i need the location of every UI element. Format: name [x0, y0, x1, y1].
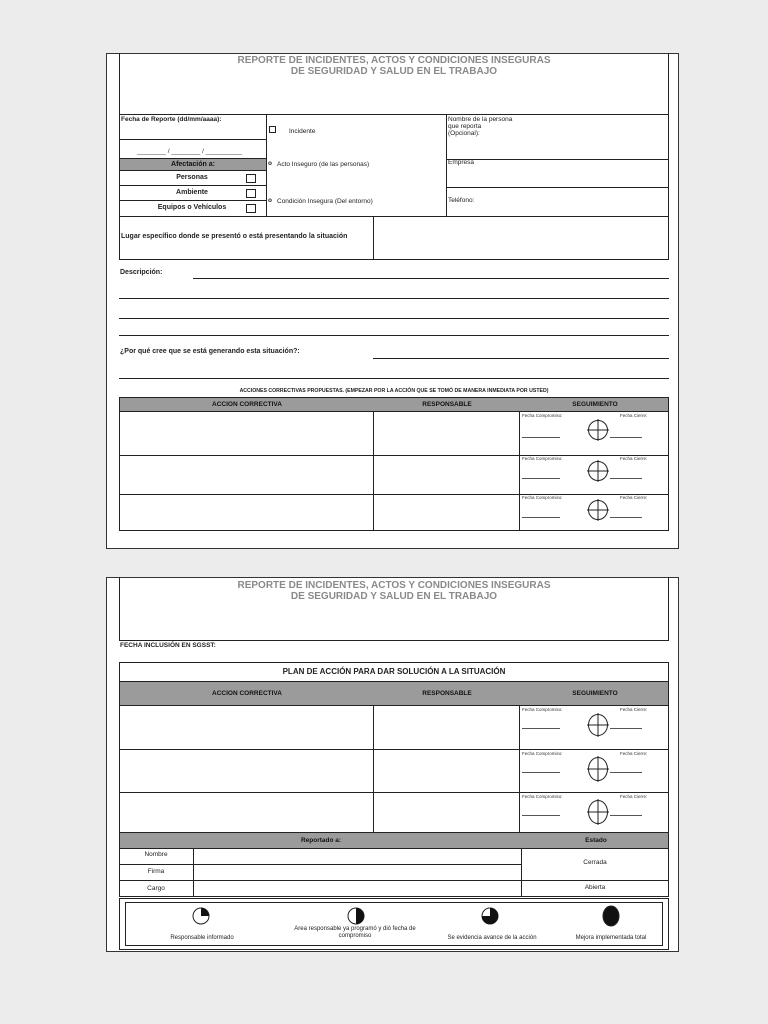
- afectacion-header: [119, 158, 267, 171]
- empresa-label: Empresa: [448, 159, 475, 166]
- estado-cerrada[interactable]: Cerrada: [583, 859, 607, 866]
- progress-circle-icon[interactable]: [587, 756, 609, 782]
- telefono-label: Teléfono:: [448, 197, 475, 204]
- legend-responsable-informado: Responsable informado: [170, 935, 234, 941]
- header-box: [119, 53, 669, 115]
- reportado-firma: Firma: [147, 868, 165, 875]
- form-page-2: [106, 577, 679, 952]
- estado-abierta[interactable]: Abierta: [584, 884, 606, 891]
- afectacion-equipos: Equipos o Vehículos: [157, 204, 227, 211]
- fecha-cierre-label: Fecha Cierre:: [620, 413, 648, 418]
- afectacion-label: Afectación a:: [171, 161, 215, 168]
- fecha-blank[interactable]: ________ / ________ / __________: [137, 148, 242, 155]
- por-que-label: ¿Por qué cree que se está generando esta situación?:: [120, 348, 300, 355]
- fecha-inclusion-label: FECHA INCLUSIÓN EN SGSST:: [120, 642, 216, 649]
- legend-area-programo: Area responsable ya programó y dió fecha de compromiso: [294, 926, 416, 939]
- checkbox-ambiente[interactable]: [246, 189, 256, 198]
- quarter-circle-icon: [192, 907, 210, 925]
- fecha-compromiso-label: Fecha Compromiso:: [522, 751, 563, 756]
- progress-circle-icon[interactable]: [587, 713, 609, 737]
- fecha-compromiso-label: Fecha Compromiso:: [522, 495, 563, 500]
- fecha-reporte-label: Fecha de Reporte (dd/mm/aaaa):: [121, 116, 222, 123]
- progress-circle-icon[interactable]: [587, 499, 609, 521]
- form-page-1: [106, 53, 679, 549]
- title-line-1: REPORTE DE INCIDENTES, ACTOS Y CONDICIONES INSEGURAS: [237, 55, 551, 66]
- nombre-label: Nombre de la persona que reporta (Opcional):: [448, 116, 513, 137]
- option-condicion-insegura: Condición Insegura (Del entorno): [277, 198, 373, 205]
- header-box: [119, 577, 669, 641]
- legend-mejora-total: Mejora implementada total: [575, 935, 647, 941]
- checkbox-incidente[interactable]: [269, 126, 276, 133]
- col-responsable: RESPONSABLE: [422, 690, 472, 697]
- fecha-cierre-label: Fecha Cierre:: [620, 751, 648, 756]
- acciones-caption: ACCIONES CORRECTIVAS PROPUESTAS. (EMPEZAR POR LA ACCIÓN QUE SE TOMÓ DE MANERA INMEDIATA POR USTED): [239, 388, 549, 394]
- afectacion-ambiente: Ambiente: [176, 189, 208, 196]
- fecha-compromiso-label: Fecha Compromiso:: [522, 413, 563, 418]
- seguimiento-cell: [520, 412, 668, 455]
- title-line-2: DE SEGURIDAD Y SALUD EN EL TRABAJO: [290, 66, 498, 77]
- three-quarter-circle-icon: [481, 907, 499, 925]
- descripcion-label: Descripción:: [120, 269, 163, 276]
- lugar-label: Lugar específico donde se presentó o está presentando la situación: [121, 233, 348, 240]
- progress-circle-icon[interactable]: [587, 419, 609, 441]
- plan-title: PLAN DE ACCIÓN PARA DAR SOLUCIÓN A LA SITUACIÓN: [282, 667, 506, 676]
- checkbox-equipos[interactable]: [246, 204, 256, 213]
- reportado-header: [119, 832, 669, 849]
- col-accion: ACCION CORRECTIVA: [212, 401, 282, 408]
- fecha-cierre-label: Fecha Cierre:: [620, 456, 648, 461]
- radio-acto-inseguro[interactable]: o: [268, 160, 272, 167]
- option-incidente: Incidente: [289, 128, 316, 135]
- fecha-cierre-label: Fecha Cierre:: [620, 495, 648, 500]
- estado-label: Estado: [585, 837, 607, 844]
- seguimiento-cell: [520, 495, 668, 531]
- title-line-1: REPORTE DE INCIDENTES, ACTOS Y CONDICIONES INSEGURAS: [237, 580, 551, 591]
- seguimiento-cell: [520, 793, 668, 833]
- option-acto-inseguro: Acto Inseguro (de las personas): [277, 161, 370, 168]
- fecha-compromiso-label: Fecha Compromiso:: [522, 794, 563, 799]
- progress-circle-icon[interactable]: [587, 799, 609, 825]
- acciones-table-header: [119, 397, 669, 412]
- checkbox-personas[interactable]: [246, 174, 256, 183]
- half-circle-icon: [347, 907, 365, 925]
- col-seguimiento: SEGUIMIENTO: [572, 401, 618, 408]
- reportado-label: Reportado a:: [300, 837, 342, 844]
- full-circle-icon: [602, 905, 620, 927]
- reportado-cargo: Cargo: [147, 885, 165, 892]
- progress-circle-icon[interactable]: [587, 460, 609, 482]
- col-responsable: RESPONSABLE: [422, 401, 472, 408]
- col-accion: ACCION CORRECTIVA: [212, 690, 282, 697]
- plan-table-header: [119, 681, 669, 706]
- col-seguimiento: SEGUIMIENTO: [572, 690, 618, 697]
- afectacion-personas: Personas: [176, 174, 208, 181]
- reportado-nombre: Nombre: [144, 851, 168, 858]
- fecha-compromiso-label: Fecha Compromiso:: [522, 707, 563, 712]
- fecha-cierre-label: Fecha Cierre:: [620, 794, 648, 799]
- title-line-2: DE SEGURIDAD Y SALUD EN EL TRABAJO: [290, 591, 498, 602]
- fecha-cierre-label: Fecha Cierre:: [620, 707, 648, 712]
- legend-avance: Se evidencia avance de la acción: [447, 935, 537, 941]
- seguimiento-cell: [520, 750, 668, 792]
- fecha-compromiso-label: Fecha Compromiso:: [522, 456, 563, 461]
- seguimiento-cell: [520, 706, 668, 749]
- radio-condicion-insegura[interactable]: o: [268, 197, 272, 204]
- plan-title-box: [119, 662, 669, 682]
- seguimiento-cell: [520, 456, 668, 494]
